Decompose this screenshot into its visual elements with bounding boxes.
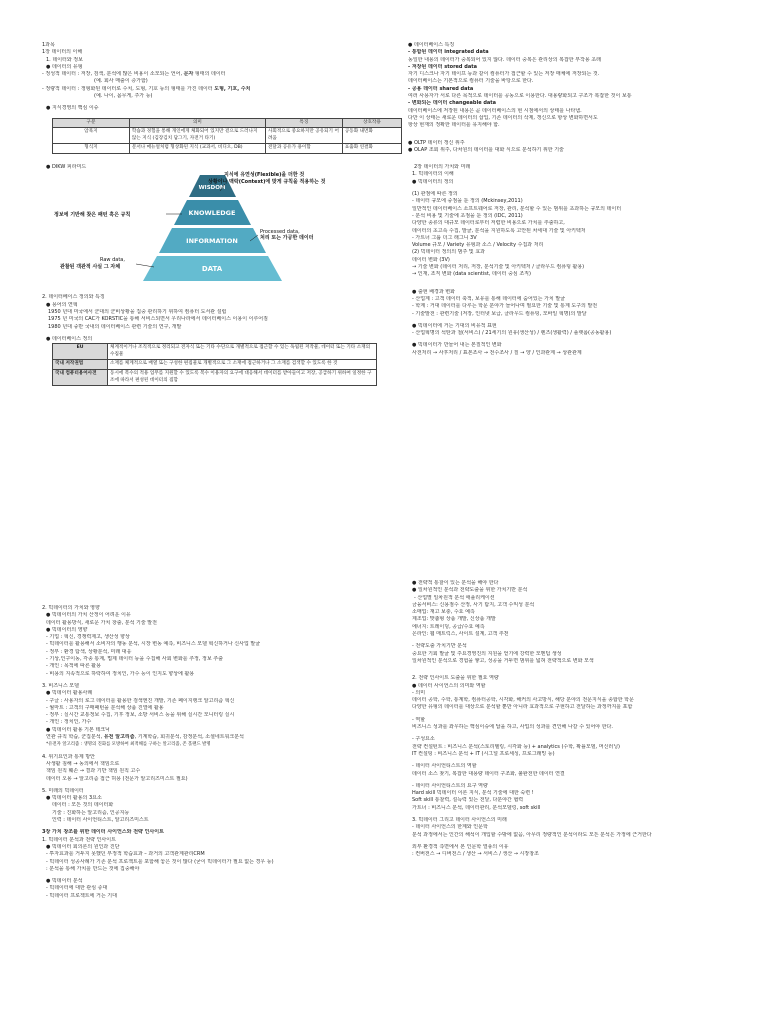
pyramid-label-wisdom: WISDOM	[198, 185, 226, 192]
chapter-heading: 3장 가치 창조를 위한 데이터 사이언스와 전략 인사이트	[42, 829, 164, 836]
text-line: 데이터 오용 → 알고리즘 접근 허용 (전문가 알고리즈미스트 필요)	[46, 775, 188, 782]
pyramid-label-knowledge: KNOWLEDGE	[188, 209, 236, 218]
text-line: - 비용의 지속적으로 하락하여 정치인, 가수 등이 인지도 향상에 활용	[46, 670, 195, 677]
text-line: - 정부 : 실시간 교통정보 수집, 기후 정보, 소방 서비스 등을 위해 실시간 모니터링 실시	[46, 712, 235, 719]
section-heading: 2. 빅데이터의 가치와 영향	[42, 605, 100, 611]
text-line: 연관 규칙 학습, 군집분석, 유전 알고리즘, 기계학습, 회귀분석, 감정분석, 소셜네트워크분석	[46, 734, 244, 741]
table-cell: 학습과 경험을 통해 개인에게 체화되어 있지만 겉으로 드러나지 않는 지식 (김장김치 담그기, 자전거 타기)	[129, 128, 265, 144]
bullet-heading: ● 빅데이터에 거는 기대의 비유적 표현	[412, 322, 497, 329]
table-header-row	[53, 118, 402, 128]
text-line: - 기술발전 : 관련기술 (저장, 인터넷 보급, 클라우드 컴퓨팅, 모바일 혁명)의 발달	[412, 310, 587, 317]
table-header-cell: 구분	[53, 118, 130, 128]
text-line: 데이터 활용방식, 새로운 가치 창출, 분석 기술 발전	[46, 619, 157, 626]
text-line: 일반적인 데이터베이스 소프트웨어로 저장, 관리, 분석할 수 있는 범위를 초과하는 규모의 데이터	[412, 205, 622, 212]
text-line: - 데이터 규모에 중점을 둔 정의 (Mckinsey,2011)	[412, 198, 523, 205]
bullet-heading: ● 용어의 연혁	[46, 301, 78, 308]
bullet-heading: ● 데이터의 유형	[46, 63, 83, 70]
annotation-knowledge: 정보에 기반해 찾은 패턴 혹은 규칙	[54, 212, 131, 219]
bullet-heading: ● 빅데이터 활용의 3요소	[46, 795, 102, 802]
table-cell: 국내 저작권법	[53, 360, 108, 370]
text-line: - 빅데이터 프로젝트에 거는 기대	[46, 892, 117, 899]
chapter-heading: 1장 데이터의 이해	[42, 49, 83, 56]
text-line: 항상 현재의 정확한 데이터를 유지해야 함.	[408, 122, 500, 129]
text-line: → 인재, 조직 변화 (data scientist, 데이터 중심 조직)	[412, 271, 531, 278]
text-line: : 컨버전스 → 디버전스 / 생산 → 서비스 / 생산 → 시장창조	[412, 851, 539, 858]
text-line: 데이터베이스에 저장된 내용은 곧 데이터베이스의 현 시점에서의 상태를 나타냄.	[408, 107, 582, 114]
top-right-column	[408, 42, 738, 357]
top-left-column	[42, 42, 392, 386]
bullet-heading: ● 데이터베이스 특징	[408, 42, 455, 48]
section-heading: 1. 데이터와 정보	[46, 56, 83, 63]
text-line: - 의미	[412, 689, 426, 696]
section-heading: 4. 위기요인과 통제 방안	[42, 753, 96, 760]
text-line: 데이터 변화 (3V)	[412, 256, 450, 263]
text-line: 기술 : 진화하는 알고리즘, 인공지능	[52, 809, 130, 816]
text-line: - 빅데이터에 대한 관심 증대	[46, 885, 108, 892]
text-line: - 개인 : 정치인, 가수	[46, 719, 92, 726]
text-line: - 투자효과를 거두지 못했던 부정적 학습효과 – 과거의 고객관계관리CRM	[46, 851, 205, 858]
bullet-heading: ● 데이터베이스 정의	[46, 335, 93, 342]
table-cell: 동시에 복수의 적용 업무를 지원할 수 있도록 복수 이용자의 요구에 대응해서 데이터를 받아들이고 저장, 공급하기 위하여 일정한 구조에 따라서 편성된 데이터의 집합	[108, 369, 377, 385]
bullet-heading: ● 지식경영의 핵심 이슈	[46, 105, 99, 112]
footnote: *유전자 알고리즘 : 생명의 진화를 모방하여 최적해를 구하는 알고리즘, 존 홀랜드 발명	[46, 742, 211, 748]
text-line: - 변화되는 데이터 changeable data	[408, 100, 497, 107]
bullet-heading: ● 빅데이터가 만들어 내는 본질적인 변화	[412, 342, 502, 349]
text-line: - 가트너 그룹 더그 래그니 3V	[412, 234, 477, 241]
bullet-heading: ● 빅데이터 회의론의 원인과 진단	[46, 843, 120, 850]
database-definition-table	[52, 343, 377, 386]
text-line: 데이터의 초고속 수집, 발굴, 분석을 지원하도록 고안된 차세대 기술 및 아키텍처	[412, 227, 586, 234]
text-line: 비즈니스 성과를 좌우하는 핵심이슈에 답을 하고, 사업의 성과를 견인해 나갈 수 있어야 한다.	[412, 724, 613, 731]
text-line: : 분석을 통해 가치를 만드는 것에 집중해야	[46, 865, 140, 872]
text-line: (예. 나이, 몸무게, 주가 등)	[94, 93, 153, 100]
text-line: - 산업별 일차원적 분석 애플리케이션	[414, 594, 495, 601]
text-line: - 빅데이터 성공사례가 기존 분석 프로젝트를 포함해 놓은 것이 많다 (굳이 빅데이터가 필요 없는 경우 등)	[46, 858, 274, 865]
text-line: → 기술 변화 (데이터 처리, 저장, 분석기술 및 아키텍처 / 클라우드 컴퓨팅 활용)	[412, 264, 585, 271]
text-line: 1950 년대 미국에서 군대의 군비상황을 집중 관리하기 위하여 컴퓨터 도서관 설립	[48, 308, 227, 315]
text-line: 사생활 침해 → 동의에서 책임으로	[46, 760, 120, 767]
table-row	[53, 369, 377, 385]
text-line: 데이터 : 모든 것의 데이터화	[52, 802, 114, 809]
section-heading: 3. 비즈니스 모델	[42, 682, 79, 689]
section-heading: 3. 빅데이터 그리고 데이터 사이언스의 미래	[412, 817, 507, 824]
text-line: 동일한 내용의 데이터가 중복되어 있지 않다. 데이터 중복은 관리상의 복잡한 부작용 초래	[408, 56, 601, 63]
text-line: ● OLTP 데이터 갱신 위주	[408, 139, 465, 146]
bottom-left-column	[42, 605, 392, 900]
text-line: 분석 과정에서는 인간의 해석이 개입할 수밖에 없음, 아무리 정량적인 분석이라도 모든 분석은 가정에 근거한다	[412, 831, 652, 838]
text-line: 여러 사용자가 서로 다른 목적으로 데이터를 공동으로 이용한다. 대용량화되고 구조가 복잡한 것이 보통	[408, 93, 632, 100]
table-cell: 문서나 매뉴얼처럼 형상화된 지식 (교과서, 비디오, DB)	[129, 144, 265, 154]
bullet-heading: ● 데이터 사이언스의 의미와 역할	[412, 682, 486, 689]
text-line: - 기상,인구이동, 각종 통계, 법제 데이터 등을 수집해 사회 변화를 추정, 정보 추출	[46, 656, 223, 663]
text-line: Soft skill 통찰력, 설득력 있는 전달, 다분야간 협력	[412, 797, 524, 804]
table-header-cell: 의미	[129, 118, 265, 128]
text-line: ● OLAP 조회 위주, 다차원의 데이터를 대화 식으로 분석하기 위한 기술	[408, 146, 564, 153]
text-line: - 정량적 데이터 : 정형화된 데이터로 수치, 도형, 기호 등의 형태를 가진 데이터 도형, 기호, 수치	[42, 85, 251, 92]
knowledge-table	[52, 118, 402, 154]
text-line: IT 컨설팅 : 비즈니스 분석 + IT (시그널 프로세싱, 프로그래밍 등)	[412, 750, 555, 757]
text-line: - 저장된 데이터 stored data	[408, 63, 477, 70]
text-line: 일차원적인 분석으로 경험을 쌓고, 성공을 거두면 범위를 넓혀 전략적으로 변화 모색	[412, 657, 594, 664]
text-line: - 역할	[412, 716, 426, 723]
text-line: - 데이터 사이언스의 한계와 인문학	[412, 824, 488, 831]
text-line: - 기업 : 혁신, 경쟁력제고, 생산성 향상	[46, 634, 130, 641]
section-heading: 2. 전략 인사이트 도출을 위한 필요 역량	[412, 675, 499, 682]
text-line: 데이터베이스는 기본적으로 컴퓨터 기술을 바탕으로 한다.	[408, 78, 534, 85]
pyramid-label-information: INFORMATION	[186, 237, 238, 246]
text-line: - 산업계 : 고객 데이터 축적, 보유를 통해 데이터에 숨어있는 가치 발굴	[412, 295, 565, 302]
text-line: - 전략도출 가치기반 분석	[412, 643, 467, 650]
annotation-data-2: 관찰된 객관적 사실 그 자체	[60, 264, 121, 271]
text-line: - 정부 : 환경 탐색, 상황분석, 미래 대응	[46, 648, 132, 655]
subject-heading: 1과목	[42, 42, 55, 48]
bullet-heading: ● 빅데이터의 정의	[412, 178, 454, 185]
bullet-heading: ● 전략적 통찰이 있는 분석을 해야 한다	[412, 580, 499, 586]
text-line: - 데이터 사이언티스트의 역할	[412, 763, 477, 770]
bullet-heading: ● 빅데이터 분석	[46, 878, 83, 885]
table-header-cell: 특징	[265, 118, 342, 128]
text-line: 소매업: 재고 보충, 수요 예측	[412, 609, 475, 616]
table-cell: EU	[53, 344, 108, 360]
text-line: 외부 환경적 측면에서 본 인문학 열풍의 이유	[412, 843, 509, 850]
chapter-heading: 2장 데이터의 가치와 미래	[414, 164, 471, 171]
text-line: - 빅데이터를 활용해서 소비자의 행동 분석, 시장 변동 예측, 비즈니스 모델 혁신하거나 신사업 발굴	[46, 641, 261, 648]
bullet-heading: ● 빅데이터 활용사례	[46, 690, 93, 697]
bullet-heading: ● DIKW 피라미드	[46, 164, 87, 171]
table-row	[53, 360, 377, 370]
pyramid-label-data: DATA	[201, 265, 223, 274]
table-cell: 공동화 내면화	[342, 128, 401, 144]
annotation-info-1: Processed data,	[260, 229, 300, 236]
bullet-heading: ● 출현 배경과 변화	[412, 288, 455, 295]
table-cell: 국내 컴퓨터용어사전	[53, 369, 108, 385]
text-line: - 공용 데이터 shared data	[408, 85, 474, 92]
text-line: 제조업: 맞춤형 상품 개발, 신상품 개발	[412, 616, 496, 623]
section-heading: 5. 미래의 빅데이터	[42, 787, 84, 794]
text-line: 데이터 공학, 수학, 통계학, 컴퓨터공학, 시각화, 해커의 사고방식, 해당 분야의 전문지식을 종합한 학문	[412, 697, 634, 704]
bullet-heading: ● 빅데이터의 가치 산정이 어려운 이유	[46, 612, 131, 619]
bullet-heading: ● 빅데이터 활용 기본 테크닉	[46, 726, 110, 733]
text-line: - 구성요소	[412, 736, 435, 743]
text-line: 다만 이 상태는 새로운 데이터의 삽입, 기존 데이터의 삭제, 갱신으로 항상 변화하면서도	[408, 114, 598, 121]
text-line: (2) 빅데이터 정의의 범주 및 효과	[412, 249, 485, 256]
annotation-wisdom-2: 상황이나 맥락(Context)에 맞게 규칙을 적용하는 것	[208, 179, 326, 186]
table-row	[53, 128, 402, 144]
bullet-heading: ● 일차원적인 분석과 전략도출을 위한 가치기반 분석	[412, 587, 528, 594]
table-cell: 암묵지	[53, 128, 130, 144]
text-line: 사전처리 → 사후처리 / 표본조사 → 전수조사 / 질 → 양 / 인과관계 → 상관관계	[412, 349, 582, 356]
text-line: 1975 년 미국의 CAC가 KORSTIC을 통해 서비스되면서 우리나라에서 데이터베이스 이용이 이루어짐	[48, 316, 268, 323]
table-cell: 형식지	[53, 144, 130, 154]
annotation-info-2: 처리 또는 가공한 데이터	[260, 235, 314, 242]
bullet-heading: ● 빅데이터의 영향	[46, 626, 88, 633]
text-line: 에너지: 트레이딩, 공급/수요 예측	[412, 623, 485, 630]
text-line: - 분석 비용 및 기술에 초점을 둔 정의 (IDC, 2011)	[412, 212, 523, 219]
text-line: (예. 회사 매출이 증가함)	[94, 78, 148, 85]
annotation-data-1: Raw data,	[100, 257, 125, 264]
dikw-pyramid	[50, 171, 380, 289]
text-line: 다양한 종류의 대규모 데이터로부터 저렴한 비용으로 가치를 추출하고,	[412, 220, 565, 227]
table-cell: 체계적이거나 조직적으로 정리되고 전자식 또는 기타 수단으로 개별적으로 접근할 수 있는 독립된 저작물, 데이터 또는 기타 소재의 수집물	[108, 344, 377, 360]
text-line: Hard skill 빅데이터 이론 지식, 분석 기술에 대한 숙련 !	[412, 790, 534, 797]
section-heading: 1. 빅데이터 분석과 전략 인사이트	[42, 836, 116, 843]
text-line: - 정성적 데이터 : 저장, 검색, 분석에 많은 비용이 소모되는 언어, 문자 형태의 데이터	[42, 71, 226, 78]
section-heading: 1. 빅데이터의 이해	[412, 171, 454, 178]
text-line: Volume 규모 / Variety 유형과 소스 / Velocity 수집과 처리	[412, 242, 544, 249]
table-cell: 전달과 공유가 용이함	[265, 144, 342, 154]
text-line: 인력 : 데이터 사이언티스트, 알고리즈미스트	[52, 817, 149, 824]
text-line: - 구글 : 사용자의 로그 데이터를 활용한 검색엔진 개발, 기존 페이지랭크 알고리즘 혁신	[46, 697, 235, 704]
text-line: (1) 관점에 따른 정의	[412, 191, 458, 198]
text-line: - 산업혁명의 석탄과 철(서비스) / 21세기의 원유(생산성) / 렌즈(생활력) / 플랫폼(공동활용)	[412, 330, 612, 337]
table-cell: 소재를 체계적으로 배열 또는 구성한 편집물로 개별적으로 그 소재에 접근하거나 그 소재를 검색할 수 있도록 한 것	[108, 360, 377, 370]
text-line: 전략 컨설턴트 : 비즈니스 분석(스토리텔링, 시각화 등) + analytics (수학, 확률모델, 머신러닝)	[412, 743, 621, 750]
section-heading: 2. 데이터베이스 정의와 특징	[42, 294, 105, 301]
text-line: 데이터 소스 찾기, 복잡한 대용량 데이터 구조화, 불완전한 데이터 연결	[412, 770, 565, 777]
text-line: 온라인: 웹 매트릭스, 사이트 설계, 고객 추천	[412, 631, 509, 638]
text-line: 1980 년대 중반 국내의 데이터베이스 관련 기술의 연구, 개발	[48, 323, 182, 330]
table-row	[53, 144, 402, 154]
text-line: 중요한 기회 발굴 및 주요경영진의 지원을 얻기에 강력한 모멘텀 생성	[412, 650, 562, 657]
text-line: 다양한 유형의 데이터를 대상으로 분석할 뿐만 아니라 효과적으로 구현하고 전달하는 과정까지를 포함	[412, 704, 633, 711]
text-line: - 통합된 데이터 integrated data	[408, 49, 489, 56]
text-line: - 월마트 : 고객의 구매패턴을 분석해 상품 진열에 활용	[46, 704, 164, 711]
text-line: 자기 디스크나 자기 테이프 등과 같이 컴퓨터가 접근할 수 있는 저장 매체에 저장되는 것.	[408, 71, 600, 78]
bottom-right-column	[408, 580, 738, 859]
text-line: - 학계 : 거대 데이터를 다루는 학문 분야가 늘어나며 필요한 기술 및 통계 도구의 발전	[412, 303, 598, 310]
table-cell: 사회적으로 중요하지만 공유되기 어려움	[265, 128, 342, 144]
text-line: - 개인 : 목적에 따른 활용	[46, 663, 101, 670]
annotation-wisdom-1: 지식에 유연성(Flexible)을 더한 것	[224, 172, 305, 179]
text-line: 가트너 : 비즈니스 분석, 데이터관리, 분석모델링, soft skill	[412, 804, 541, 811]
text-line: 책임 원칙 훼손 → 결과 기반 책임 원칙 고수	[46, 768, 141, 775]
text-line: - 데이터 사이언티스트의 요구 역량	[412, 782, 488, 789]
text-line: 금융서비스: 신용점수 산정, 사기 탐지, 고객 수익성 분석	[412, 601, 535, 608]
table-header-cell: 상호작용	[342, 118, 401, 128]
table-row	[53, 344, 377, 360]
table-cell: 표출화 연결화	[342, 144, 401, 154]
